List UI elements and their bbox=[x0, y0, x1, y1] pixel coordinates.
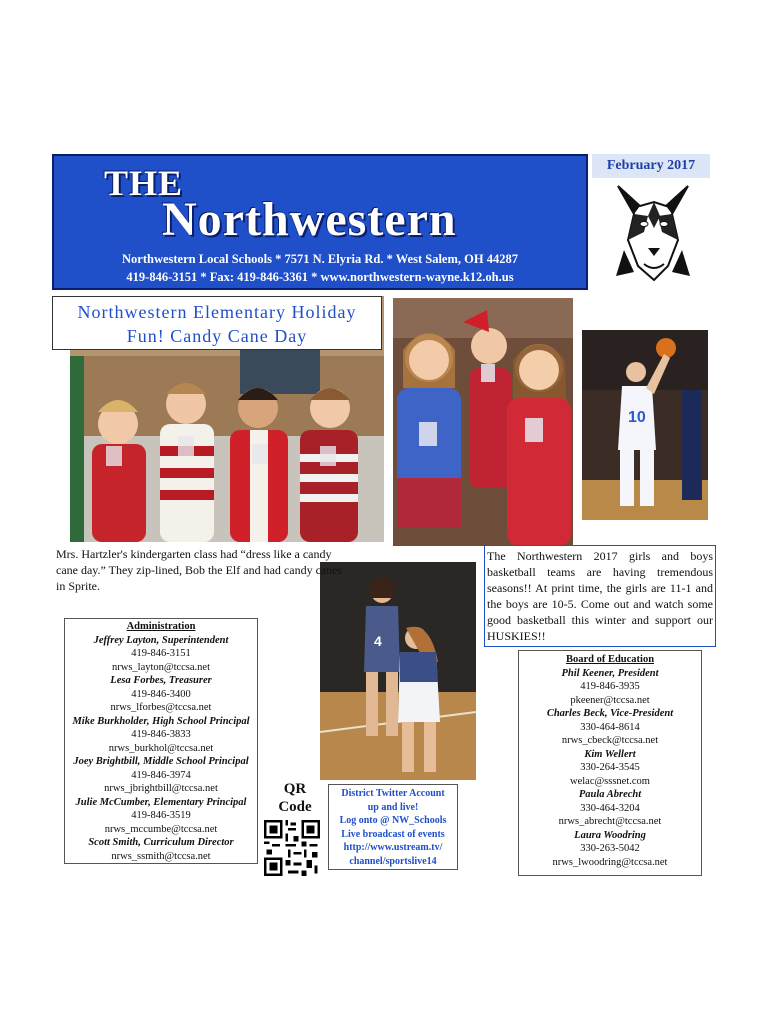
board-member-name: Laura Woodring bbox=[574, 829, 646, 841]
masthead-banner bbox=[52, 154, 588, 290]
newsletter-title: Northwestern bbox=[162, 193, 457, 246]
twitter-line: up and live! bbox=[367, 801, 419, 813]
board-member-phone: 330-264-3545 bbox=[580, 762, 640, 773]
board-member-phone: 330-263-5042 bbox=[580, 843, 640, 854]
twitter-line: District Twitter Account bbox=[341, 788, 445, 799]
svg-text:10: 10 bbox=[628, 409, 646, 426]
holiday-title-line2: Fun! Candy Cane Day bbox=[126, 326, 308, 346]
qr-label bbox=[270, 780, 320, 816]
board-member-email[interactable]: welac@sssnet.com bbox=[570, 775, 650, 787]
boys-basketball-photo bbox=[582, 330, 708, 520]
admin-email[interactable]: nrws_layton@tccsa.net bbox=[111, 661, 211, 673]
board-member-phone: 419-846-3935 bbox=[580, 681, 640, 692]
svg-text:4: 4 bbox=[374, 633, 382, 649]
admin-name: Jeffrey Layton, Superintendent bbox=[93, 634, 229, 646]
admin-phone: 419-846-3400 bbox=[131, 688, 191, 700]
girls-candy-cane-photo bbox=[393, 298, 573, 546]
husky-head-icon bbox=[604, 180, 702, 284]
board-member-email[interactable]: nrws_cbeck@tccsa.net bbox=[561, 735, 659, 746]
admin-phone: 419-846-3833 bbox=[131, 729, 191, 740]
masthead-the: THE bbox=[104, 163, 184, 203]
admin-email[interactable]: nrws_burkhol@tccsa.net bbox=[108, 742, 214, 754]
admin-email[interactable]: nrws_ssmith@tccsa.net bbox=[111, 850, 211, 862]
board-member-email[interactable]: nrws_lwoodring@tccsa.net bbox=[552, 856, 668, 868]
basketball-caption: The Northwestern 2017 girls and boys basketball teams are having tremendous seasons!! At print time, the girls are 11-1 and the boys are 10-5. Come out and watch some good basketball this winter and support our HUSKIES!! bbox=[484, 545, 716, 647]
kindergarten-caption: Mrs. Hartzler's kindergarten class had “dress like a candy cane day.” They zip-lined, Bob the Elf and had candy canes in Sprite. bbox=[56, 547, 343, 593]
qr-code-icon[interactable] bbox=[264, 820, 320, 876]
admin-name: Lesa Forbes, Treasurer bbox=[110, 675, 212, 686]
holiday-headline bbox=[52, 296, 382, 350]
board-member-name: Phil Keener, President bbox=[561, 667, 659, 679]
admin-phone: 419-846-3974 bbox=[131, 769, 191, 781]
board-of-education-directory bbox=[518, 650, 702, 876]
issue-date: February 2017 bbox=[592, 154, 710, 178]
board-member-name: Paula Abrecht bbox=[578, 789, 642, 800]
ustream-link[interactable]: channel/sportslive14 bbox=[349, 855, 437, 867]
admin-email[interactable]: nrws_lforbes@tccsa.net bbox=[110, 702, 212, 713]
admin-name: Joey Brightbill, Middle School Principal bbox=[73, 756, 249, 767]
admin-name: Mike Burkholder, High School Principal bbox=[72, 715, 250, 727]
administration-heading: Administration bbox=[126, 621, 196, 632]
admin-email[interactable]: nrws_jbrightbill@tccsa.net bbox=[104, 783, 218, 794]
admin-phone: 419-846-3519 bbox=[131, 810, 191, 821]
admin-email[interactable]: nrws_mccumbe@tccsa.net bbox=[104, 823, 218, 835]
admin-name: Julie McCumber, Elementary Principal bbox=[75, 796, 247, 808]
masthead-address: Northwestern Local Schools * 7571 N. Elyria Rd. * West Salem, OH 44287 bbox=[122, 252, 518, 266]
qr-label-line2: Code bbox=[278, 799, 312, 815]
holiday-title-line1: Northwestern Elementary Holiday bbox=[77, 302, 357, 322]
qr-label-line1: QR bbox=[283, 781, 307, 797]
board-member-phone: 330-464-3204 bbox=[580, 802, 640, 814]
twitter-line: Live broadcast of events bbox=[341, 828, 445, 840]
twitter-handle[interactable]: Log onto @ NW_Schools bbox=[339, 815, 447, 826]
board-member-name: Charles Beck, Vice-President bbox=[546, 708, 674, 719]
ustream-link[interactable]: http://www.ustream.tv/ bbox=[343, 842, 443, 853]
masthead-contact: 419-846-3151 * Fax: 419-846-3361 * www.northwestern-wayne.k12.oh.us bbox=[126, 270, 514, 284]
admin-name: Scott Smith, Curriculum Director bbox=[88, 837, 234, 848]
board-heading: Board of Education bbox=[565, 654, 655, 665]
board-member-email[interactable]: nrws_abrecht@tccsa.net bbox=[558, 816, 662, 827]
twitter-info-box bbox=[328, 784, 458, 870]
board-member-name: Kim Wellert bbox=[584, 748, 636, 760]
administration-directory bbox=[64, 618, 258, 864]
board-member-phone: 330-464-8614 bbox=[580, 721, 640, 733]
board-member-email[interactable]: pkeener@tccsa.net bbox=[570, 694, 650, 706]
girls-basketball-photo bbox=[320, 562, 476, 780]
admin-phone: 419-846-3151 bbox=[131, 648, 191, 659]
